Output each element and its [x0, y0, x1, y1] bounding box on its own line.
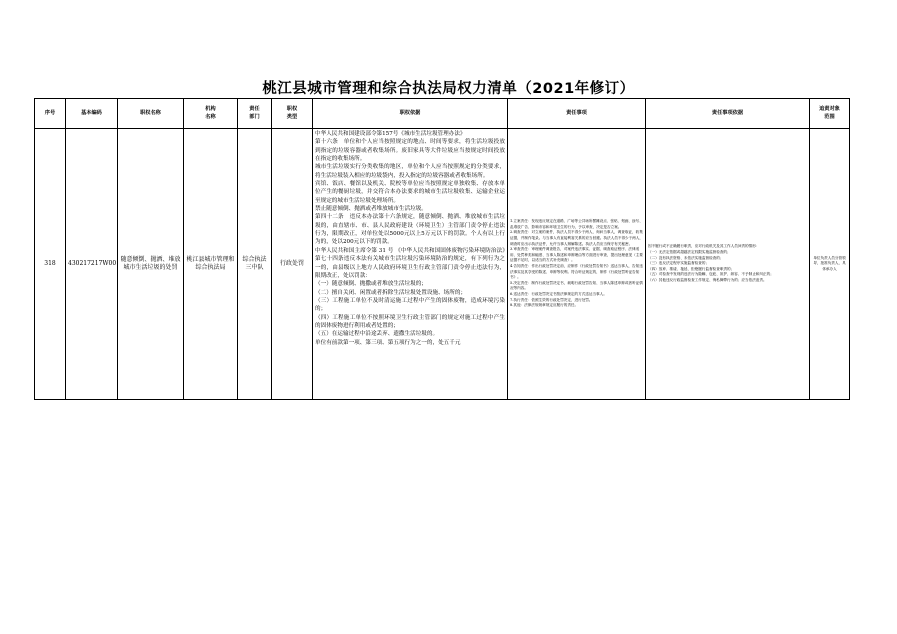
header-code: 基本编码 — [66, 99, 118, 129]
header-dept — [238, 99, 272, 129]
duty-basis-item: （三）违反法定程序实施监督检查的； — [648, 261, 710, 266]
power-list-table — [34, 98, 850, 400]
basis-paragraph: （一）随意倾倒、抛撒或者堆放生活垃圾的； — [315, 281, 427, 288]
duty-item: 2.调查责任：对立案的案件，执法人员不得少于两人，询问当事人，调查取证，收集证据，并制作笔录。与当事人有直接利害关系的应当回避。执法人员不得少于两人，调查时应出示执法证件，允许当事人辩解陈述。执法人员应当保守有关秘密。 — [510, 230, 643, 246]
duty-basis-item: （五）对检查中发现的违法行为隐瞒、包庇、袒护、纵容、不予制止和纠正的； — [648, 272, 774, 277]
cell-target: 单位负责人员分管领导，批准负责人，具体承办人 — [810, 129, 850, 400]
basis-paragraph: （二）擅自关闭、闲置或者拆除生活垃圾处置设施、场所的； — [315, 289, 467, 296]
header-target-text: 追责对象范围 — [819, 106, 840, 120]
duty-item: 8.其他：法律法规规章规定应履行的责任。 — [510, 303, 579, 308]
duty-item: 6.送达责任：行政处罚决定书按法律规定的方式送达当事人。 — [510, 291, 607, 296]
basis-paragraph: 宾馆、饭店、餐馆以及机关、院校等单位应当按照规定单独收集、存放本单位产生的餐厨垃圾，并交符合本办法要求的城市生活垃圾收集、运输企业运至规定的城市生活垃圾处理场所。 — [315, 181, 505, 204]
basis-paragraph: （四）工程施工单位不按照环境卫生行政主管部门的规定对施工过程中产生的固体废物进行利用或者处置的； — [315, 314, 505, 329]
duty-item: 5.决定责任：制作行政处罚决定书，载明行政处罚告知、当事人陈述申辩或者听证情况等内容。 — [510, 280, 643, 291]
header-duty-basis: 责任事项依据 — [646, 99, 810, 129]
basis-paragraph: （五）在运输过程中沿途丢弃、遗撒生活垃圾的。 — [315, 331, 439, 338]
basis-paragraph: （三）工程施工单位不及时清运施工过程中产生的固体废物，造成环境污染的； — [315, 297, 505, 313]
header-basis: 职权依据 — [313, 99, 508, 129]
header-seq: 序号 — [35, 99, 66, 129]
duty-item: 1.立案责任：发现违反规定在道路、广场等公共场所摆摊设点、张贴、刻画、涂写、乱堆放广告、影响市容和环境卫生的行为，予以审查，决定是否立案。 — [510, 219, 643, 229]
header-type-text: 职权类型 — [286, 106, 298, 120]
basis-paragraph: 禁止随意倾倒、抛洒或者堆放城市生活垃圾。 — [315, 206, 427, 213]
cell-seq: 318 — [35, 129, 66, 400]
header-dept-text: 责任部门 — [249, 106, 260, 120]
basis-paragraph: 中华人民共和国建设部令第157号《城市生活垃圾管理办法》 — [315, 131, 466, 137]
cell-duty-basis — [646, 129, 810, 400]
duty-basis-item: （四）放弃、推诿、拖延、拒绝履行监督检查职责的； — [648, 266, 735, 271]
basis-paragraph: 单位有前款第一项、第三项、第五项行为之一的，处五千元 — [315, 339, 461, 346]
duty-item: 4.告知责任：作出行政处罚决定前，应制作《行政处罚告知书》送达当事人，告知违法事实及其享受的陈述、申辩等权利。符合听证规定的，制作《行政处罚听证告知书》。 — [510, 264, 643, 280]
duty-item: 3.审查责任：审理案件调查报告，对案件违法事实、证据、调查取证程序、法律适用、处罚种类和幅度、当事人陈述和申辩理由等方面进行审查，提出处理意见（主要证据不足时，以适当的方式补充调查）。 — [510, 247, 643, 263]
cell-duty — [508, 129, 646, 400]
header-target — [810, 99, 850, 129]
cell-type: 行政处罚 — [272, 129, 313, 400]
cell-name: 随意倾倒、抛洒、堆放城市生活垃圾的处罚 — [118, 129, 184, 400]
cell-dept: 综合执法三中队 — [238, 129, 272, 400]
duty-basis-item: （二）没有执法资格、未依法实施监督检查的； — [648, 255, 724, 260]
duty-basis-item: （一）无法定依据或超越法定权限实施监督检查的； — [648, 250, 731, 255]
header-type — [272, 99, 313, 129]
basis-paragraph: 第十六条 单位和个人应当按照规定的地点、时间等要求，将生活垃圾投放到指定的垃圾容器或者收集场所。废旧家具等大件垃圾应当按规定时间投放在指定的收集场所。 — [315, 139, 505, 163]
duty-item: 7.执行责任：依照生效的行政处罚决定，进行处罚。 — [510, 297, 593, 302]
header-name: 职权名称 — [118, 99, 184, 129]
header-org-text: 机构名称 — [205, 106, 216, 120]
basis-paragraph: 中华人民共和国主席令第 31 号 《中华人民共和国固体废物污染环境防治法》第七十四条违反本法有关城市生活垃圾污染环境防治的规定，有下列行为之一的，由县级以上地方人民政府环境卫生行政主管部门责令停止违法行为，限期改正，处以罚款： — [315, 247, 505, 279]
basis-paragraph: 城市生活垃圾实行分类收集的地区，单位和个人应当按照规定的分类要求，将生活垃圾装入相应的垃圾袋内，投入指定的垃圾容器或者收集场所。 — [315, 164, 505, 179]
table-row — [35, 129, 850, 400]
cell-code: 430217217W00 — [66, 129, 118, 400]
header-duty: 责任事项 — [508, 99, 646, 129]
table-header-row — [35, 99, 850, 129]
duty-basis-item: 因不履行或不正确履行职责，应对行政机关及其工作人员问责的情形： — [648, 244, 760, 249]
cell-basis — [313, 129, 508, 400]
cell-org: 桃江县城市管理和综合执法局 — [184, 129, 238, 400]
basis-paragraph: 第四十二条 违反本办法第十六条规定，随意倾倒、抛洒、堆放城市生活垃圾的，由直辖市、市、县人民政府建设（环境卫生）主管部门责令停止违法行为，限期改正，对单位处以5000元以上5万元以下的罚款。个人有以上行为的，处以200元以下的罚款。 — [315, 214, 505, 246]
header-org — [184, 99, 238, 129]
duty-basis-item: （六）其他违反行政监督检查工作规定、徇私舞弊行为的；应当依法追责。 — [648, 277, 767, 282]
page-title: 桃江县城市管理和综合执法局权力清单（2021年修订） — [262, 81, 635, 97]
